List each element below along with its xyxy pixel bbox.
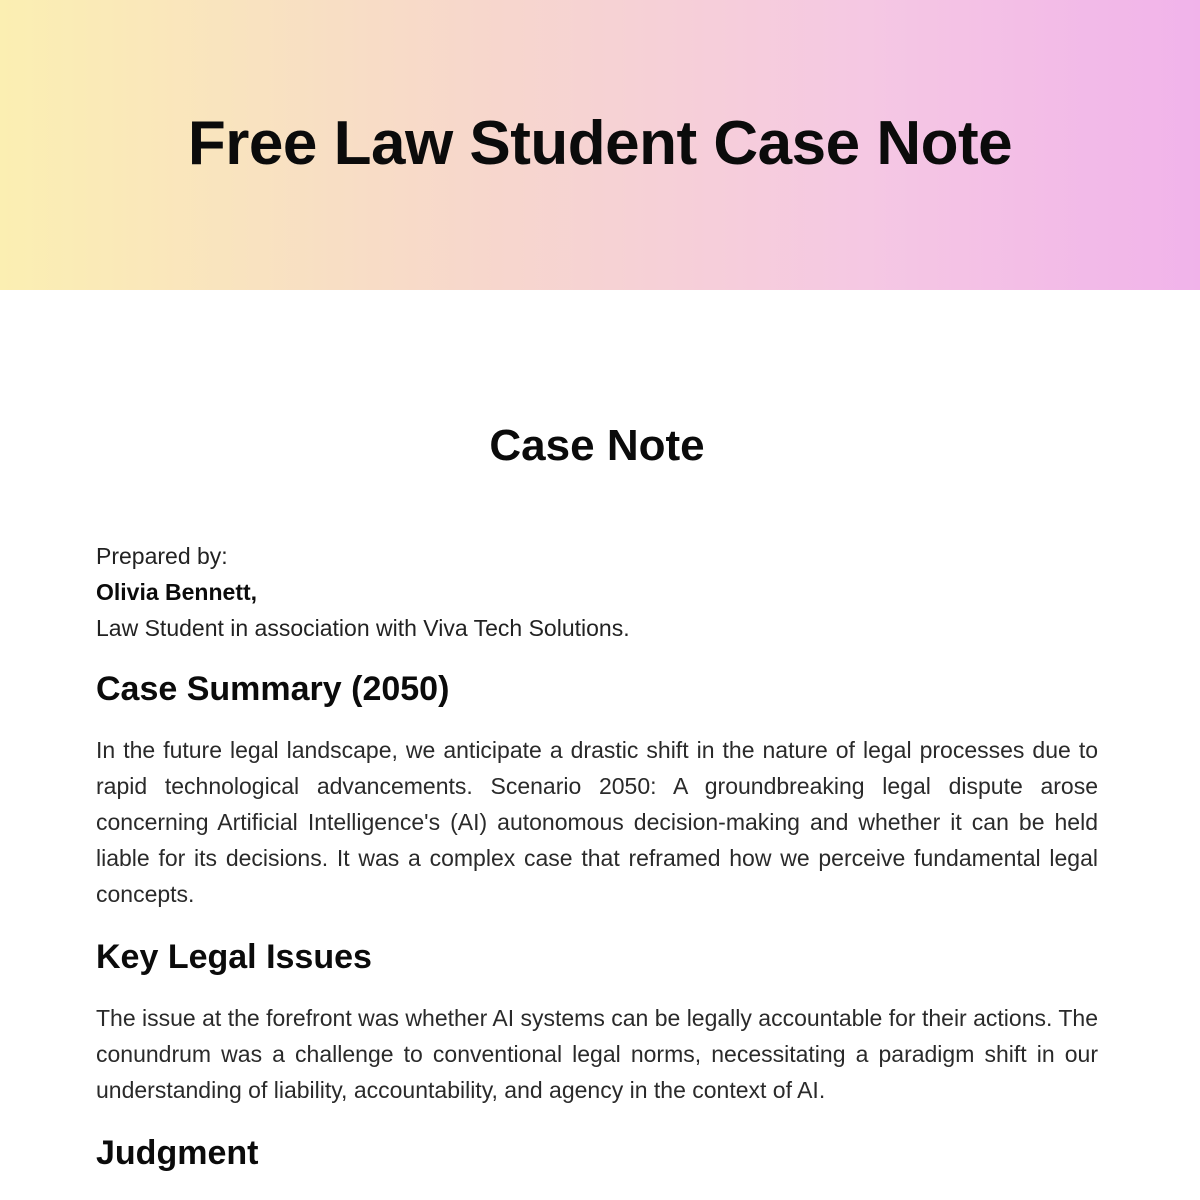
- section-case-summary: [96, 666, 1098, 912]
- section-heading: Judgment: [96, 1134, 259, 1172]
- author-name: Olivia Bennett,: [96, 579, 258, 605]
- prepared-by-label: Prepared by:: [96, 543, 228, 569]
- author-affiliation: Law Student in association with Viva Tech Solutions.: [96, 615, 630, 641]
- section-heading: Key Legal Issues: [96, 938, 372, 976]
- section-body: In the future legal landscape, we anticipate a drastic shift in the nature of legal processes due to rapid technological advancements. Scenario 2050: A groundbreaking legal dispute arose concerning Artificial Intelligence's (AI) autonomous decision-making and whether it can be held liable for its decisions. It was a complex case that reframed how we perceive fundamental legal concepts.: [96, 737, 1098, 907]
- banner-title: Free Law Student Case Note: [187, 108, 1013, 178]
- header-banner: [0, 0, 1200, 290]
- document-content: [96, 290, 1098, 1176]
- section-body: The issue at the forefront was whether AI systems can be legally accountable for their actions. The conundrum was a challenge to conventional legal norms, necessitating a paradigm shift in our understanding of liability, accountability, and agency in the context of AI.: [96, 1005, 1098, 1103]
- prepared-by-block: [96, 538, 1098, 646]
- section-key-legal-issues: [96, 934, 1098, 1108]
- document-title: Case Note: [489, 421, 705, 470]
- section-heading: Case Summary (2050): [96, 670, 450, 708]
- section-judgment: [96, 1130, 1098, 1176]
